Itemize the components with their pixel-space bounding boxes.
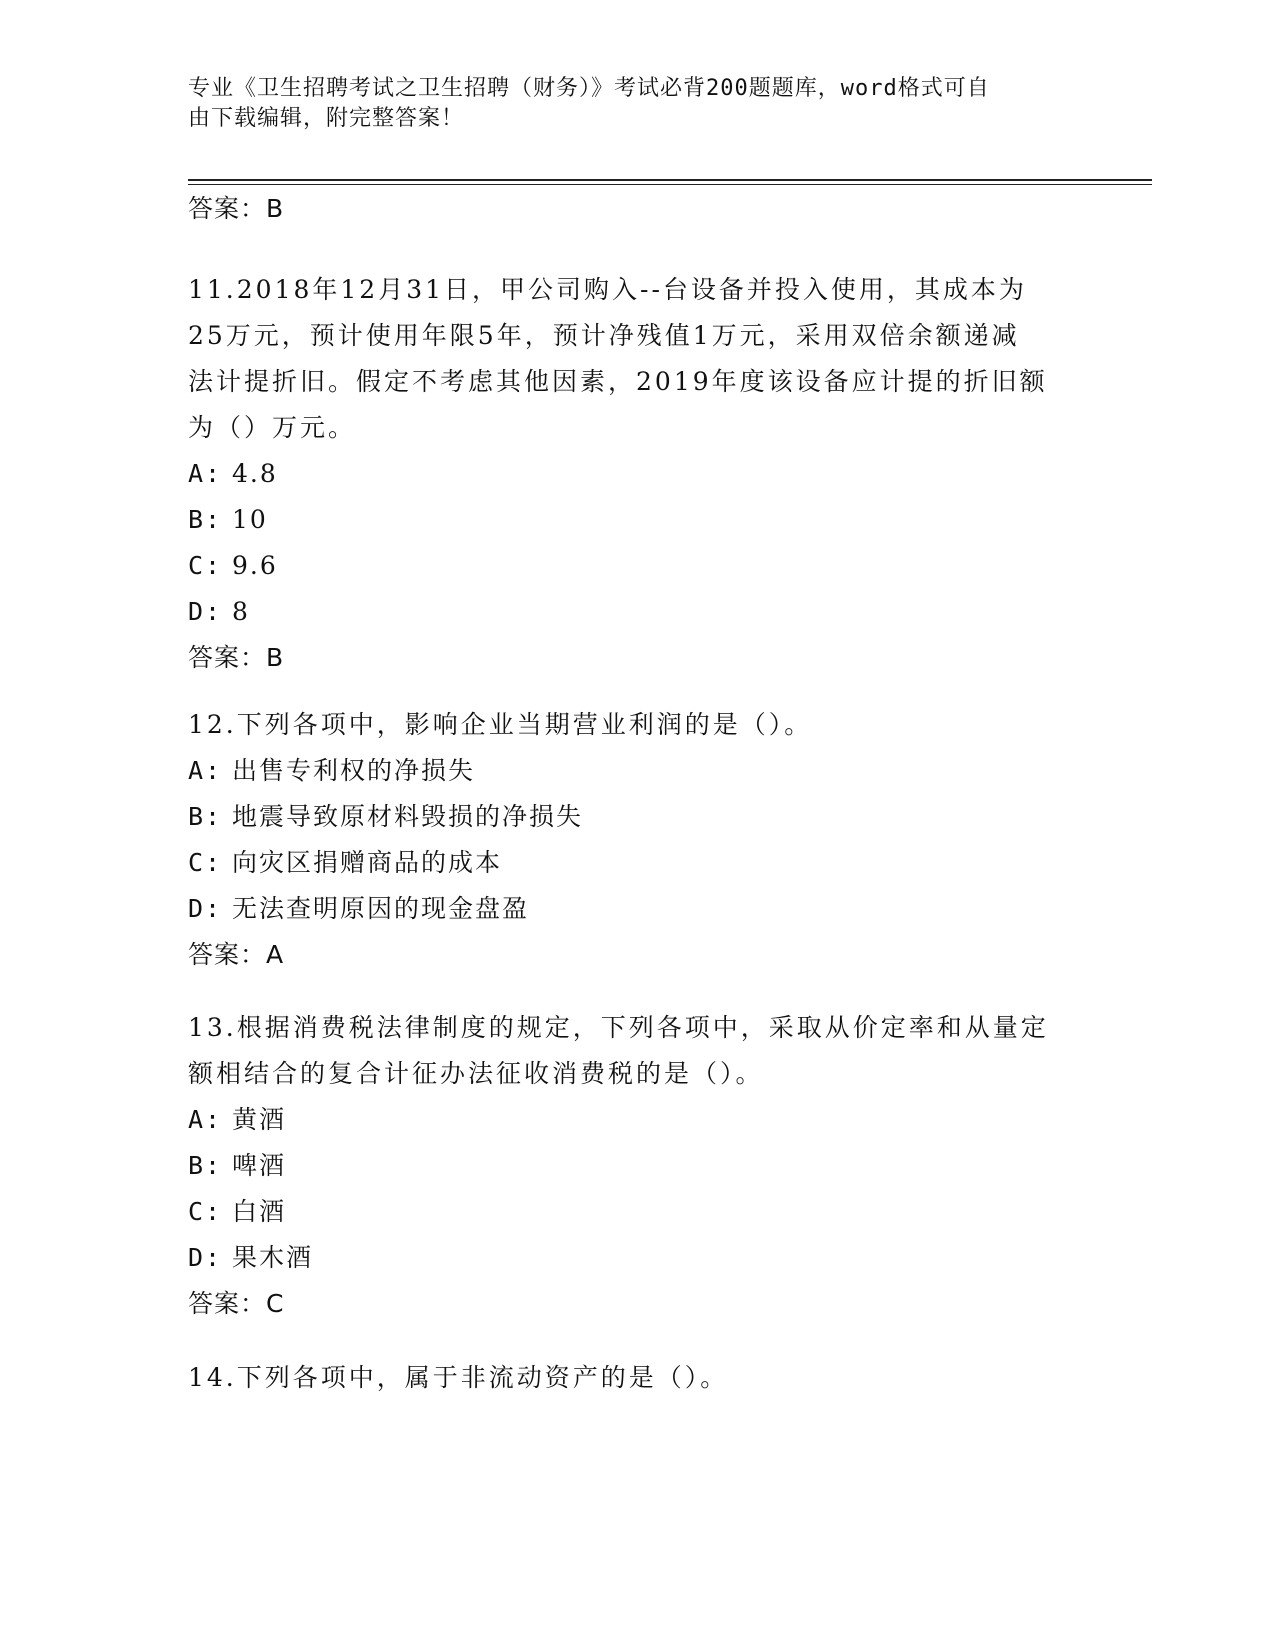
option-b <box>188 1143 1088 1189</box>
option-letter: A: <box>188 459 223 488</box>
option-d <box>188 886 1088 932</box>
document-header <box>188 74 1068 134</box>
header-line-2: 由下载编辑，附完整答案！ <box>188 106 465 131</box>
option-c <box>188 1189 1088 1235</box>
option-letter: B: <box>188 802 223 831</box>
answer-line: 答案：A <box>188 940 285 969</box>
header-divider-thick <box>188 179 1152 181</box>
answer-line: 答案：B <box>188 194 285 223</box>
option-d <box>188 1235 1088 1281</box>
option-a <box>188 748 1088 794</box>
option-b <box>188 497 1088 543</box>
option-text: 黄酒 <box>232 1105 287 1134</box>
option-text: 9.6 <box>232 551 278 580</box>
question-text: 12.下列各项中，影响企业当期营业利润的是（）。 <box>188 710 813 739</box>
option-a <box>188 1097 1088 1143</box>
option-letter: C: <box>188 551 223 580</box>
header-divider-thin <box>188 184 1152 185</box>
option-text: 10 <box>232 505 268 534</box>
option-letter: D: <box>188 894 223 923</box>
option-text: 出售专利权的净损失 <box>232 756 476 785</box>
question-14 <box>188 1355 1088 1401</box>
option-text: 啤酒 <box>232 1151 287 1180</box>
option-letter: A: <box>188 1105 223 1134</box>
option-letter: A: <box>188 756 223 785</box>
option-letter: C: <box>188 848 223 877</box>
option-text: 向灾区捐赠商品的成本 <box>232 848 503 877</box>
question-text: 11.2018年12月31日，甲公司购入--台设备并投入使用，其成本为 <box>188 275 1027 304</box>
question-text: 13.根据消费税法律制度的规定，下列各项中，采取从价定率和从量定 <box>188 1013 1049 1042</box>
question-text: 14.下列各项中，属于非流动资产的是（）。 <box>188 1363 729 1392</box>
question-text: 25万元，预计使用年限5年，预计净残值1万元，采用双倍余额递减 <box>188 321 1020 350</box>
question-text: 法计提折旧。假定不考虑其他因素，2019年度该设备应计提的折旧额 <box>188 367 1048 396</box>
option-letter: D: <box>188 1243 223 1272</box>
option-d <box>188 589 1088 635</box>
option-text: 白酒 <box>232 1197 287 1226</box>
option-text: 无法查明原因的现金盘盈 <box>232 894 530 923</box>
question-text: 为（）万元。 <box>188 413 357 442</box>
option-c <box>188 543 1088 589</box>
option-c <box>188 840 1088 886</box>
option-b <box>188 794 1088 840</box>
header-line-1: 专业《卫生招聘考试之卫生招聘（财务）》考试必背200题题库，word格式可自 <box>188 76 990 101</box>
option-letter: C: <box>188 1197 223 1226</box>
answer-line: 答案：C <box>188 1289 285 1318</box>
option-letter: B: <box>188 505 223 534</box>
answer-line: 答案：B <box>188 643 285 672</box>
question-text: 额相结合的复合计征办法征收消费税的是（）。 <box>188 1059 764 1088</box>
option-text: 地震导致原材料毁损的净损失 <box>232 802 584 831</box>
question-13 <box>188 1005 1088 1327</box>
option-letter: D: <box>188 597 223 626</box>
option-a <box>188 451 1088 497</box>
question-12 <box>188 702 1088 978</box>
option-letter: B: <box>188 1151 223 1180</box>
option-text: 8 <box>232 597 250 626</box>
question-11 <box>188 267 1088 681</box>
option-text: 果木酒 <box>232 1243 314 1272</box>
option-text: 4.8 <box>232 459 278 488</box>
